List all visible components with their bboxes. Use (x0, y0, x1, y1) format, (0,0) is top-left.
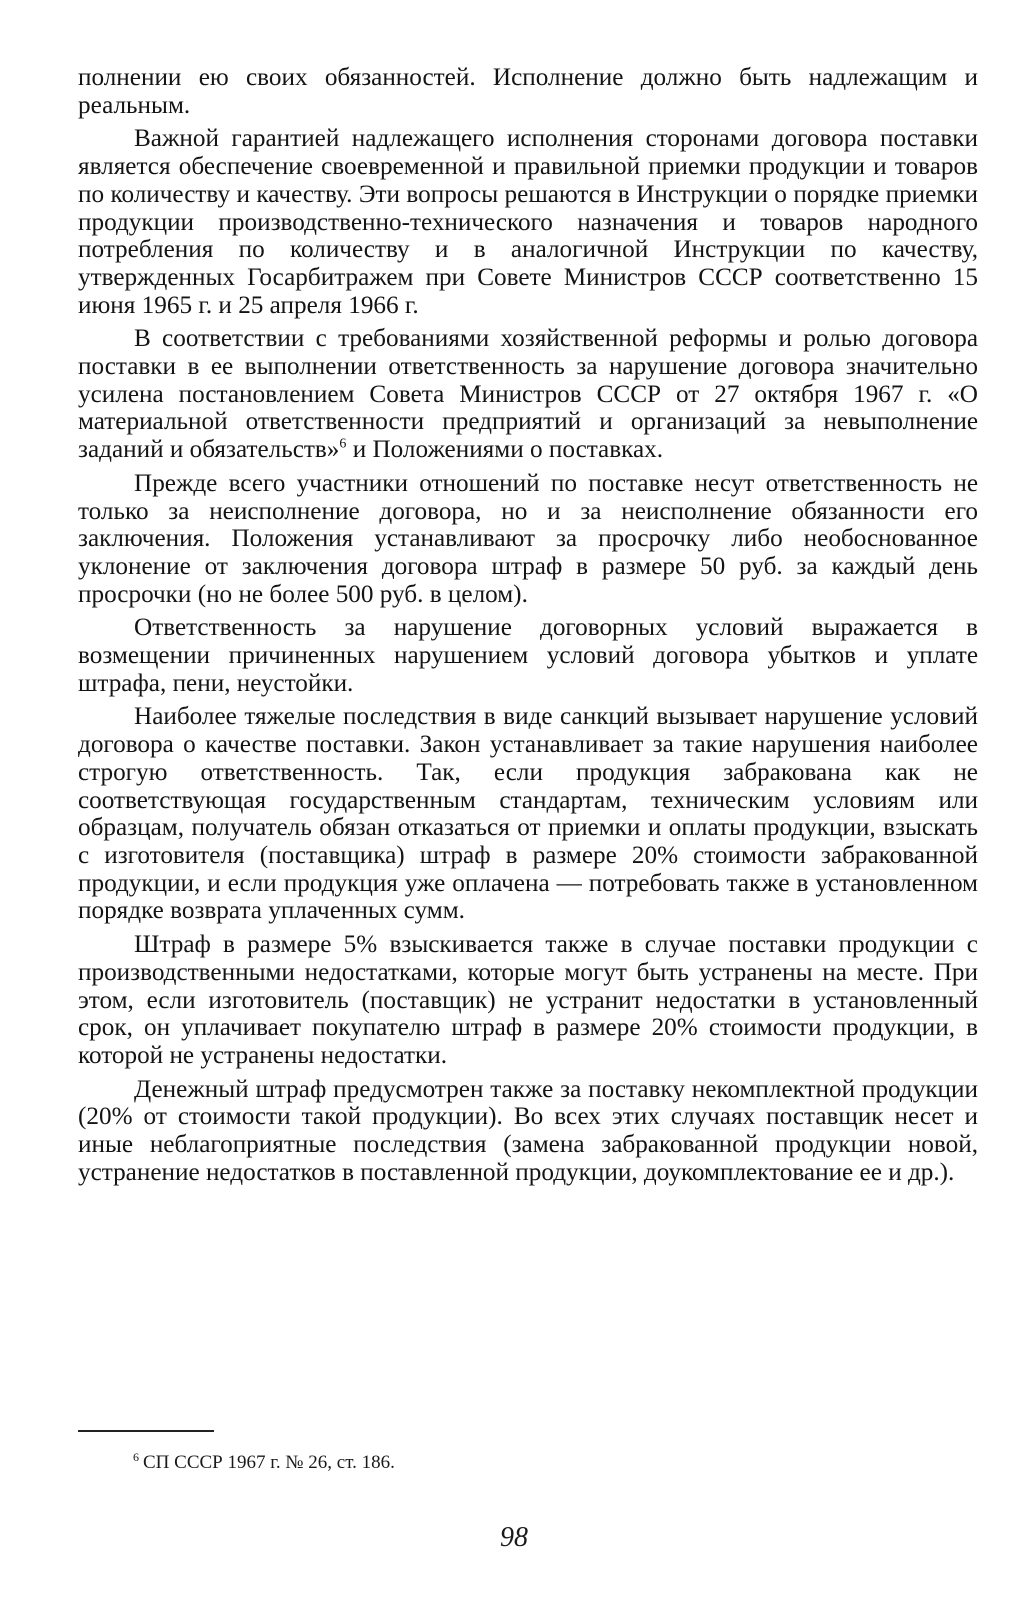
page-number: 98 (500, 1522, 528, 1553)
paragraph-4 (78, 470, 978, 609)
footnote-reference: 6 (339, 436, 347, 452)
paragraph-8 (78, 1076, 978, 1187)
footnote-marker: 6 (133, 1449, 139, 1464)
paragraph-6 (78, 703, 978, 925)
paragraph-3-text: В соответствии с требованиями хозяйственной реформы и ролью договора поставки в ее выполнении ответственность за нарушение договора значительно усилена постановлением Совета Министров СССР от 27 октября 1967 г. «О материальной ответственности предприятий и организаций за невыполнение заданий и обязательств» (78, 325, 978, 464)
paragraph-8-text: Денежный штраф предусмотрен также за поставку некомплектной продукции (20% от стоимости такой продукции). Во всех этих случаях поставщик несет и иные неблагоприятные последствия (замена забракованной продукции новой, устранение недостатков в поставленной продукции, доукомплектование ее и др.). (78, 1075, 978, 1186)
paragraph-5 (78, 614, 978, 697)
paragraph-6-text: Наиболее тяжелые последствия в виде санкций вызывает нарушение условий договора о качестве поставки. Закон устанавливает за такие нарушения наиболее строгую ответственность. Так, если продукция забракована как не соответствующая государственным стандартам, техническим условиям или образцам, получатель обязан отказаться от приемки и оплаты продукции, взыскать с изготовителя (поставщика) штраф в размере 20% стоимости забракованной продукции, и если продукция уже оплачена — потребовать также в установленном порядке возврата уплаченных сумм. (78, 703, 978, 925)
paragraph-2 (78, 125, 978, 319)
paragraph-7-text: Штраф в размере 5% взыскивается также в случае поставки продукции с производственными недостатками, которые могут быть устранены на месте. При этом, если изготовитель (поставщик) не устранит недостатки в установленный срок, он уплачивает покупателю штраф в размере 20% стоимости продукции, в которой не устранены недостатки. (78, 931, 978, 1069)
paragraph-4-text: Прежде всего участники отношений по поставке несут ответственность не только за неисполнение договора, но и за неисполнение обязанности его заключения. Положения устанавливают за просрочку либо необоснованное уклонение от заключения договора штраф в размере 50 руб. за каждый день просрочки (но не более 500 руб. в целом). (78, 469, 978, 608)
paragraph-3 (78, 325, 978, 464)
footnote-divider (78, 1430, 214, 1432)
paragraph-3-text-end: и Положениями о поставках. (346, 436, 664, 464)
paragraph-1 (78, 64, 978, 119)
footnote-text: СП СССР 1967 г. № 26, ст. 186. (143, 1452, 395, 1473)
paragraph-1-text: полнении ею своих обязанностей. Исполнение должно быть надлежащим и реальным. (78, 64, 978, 119)
footnote (133, 1449, 395, 1474)
body-text (78, 64, 978, 1186)
paragraph-7 (78, 931, 978, 1070)
paragraph-5-text: Ответственность за нарушение договорных условий выражается в возмещении причиненных нарушением условий договора убытков и уплате штрафа, пени, неустойки. (78, 614, 978, 697)
paragraph-2-text: Важной гарантией надлежащего исполнения сторонами договора поставки является обеспечение своевременной и правильной приемки продукции и товаров по количеству и качеству. Эти вопросы решаются в Инструкции о порядке приемки продукции производственно-технического назначения и товаров народного потребления по количеству и в аналогичной Инструкции по качеству, утвержденных Госарбитражем при Совете Министров СССР соответственно 15 июня 1965 г. и 25 апреля 1966 г. (78, 125, 978, 319)
